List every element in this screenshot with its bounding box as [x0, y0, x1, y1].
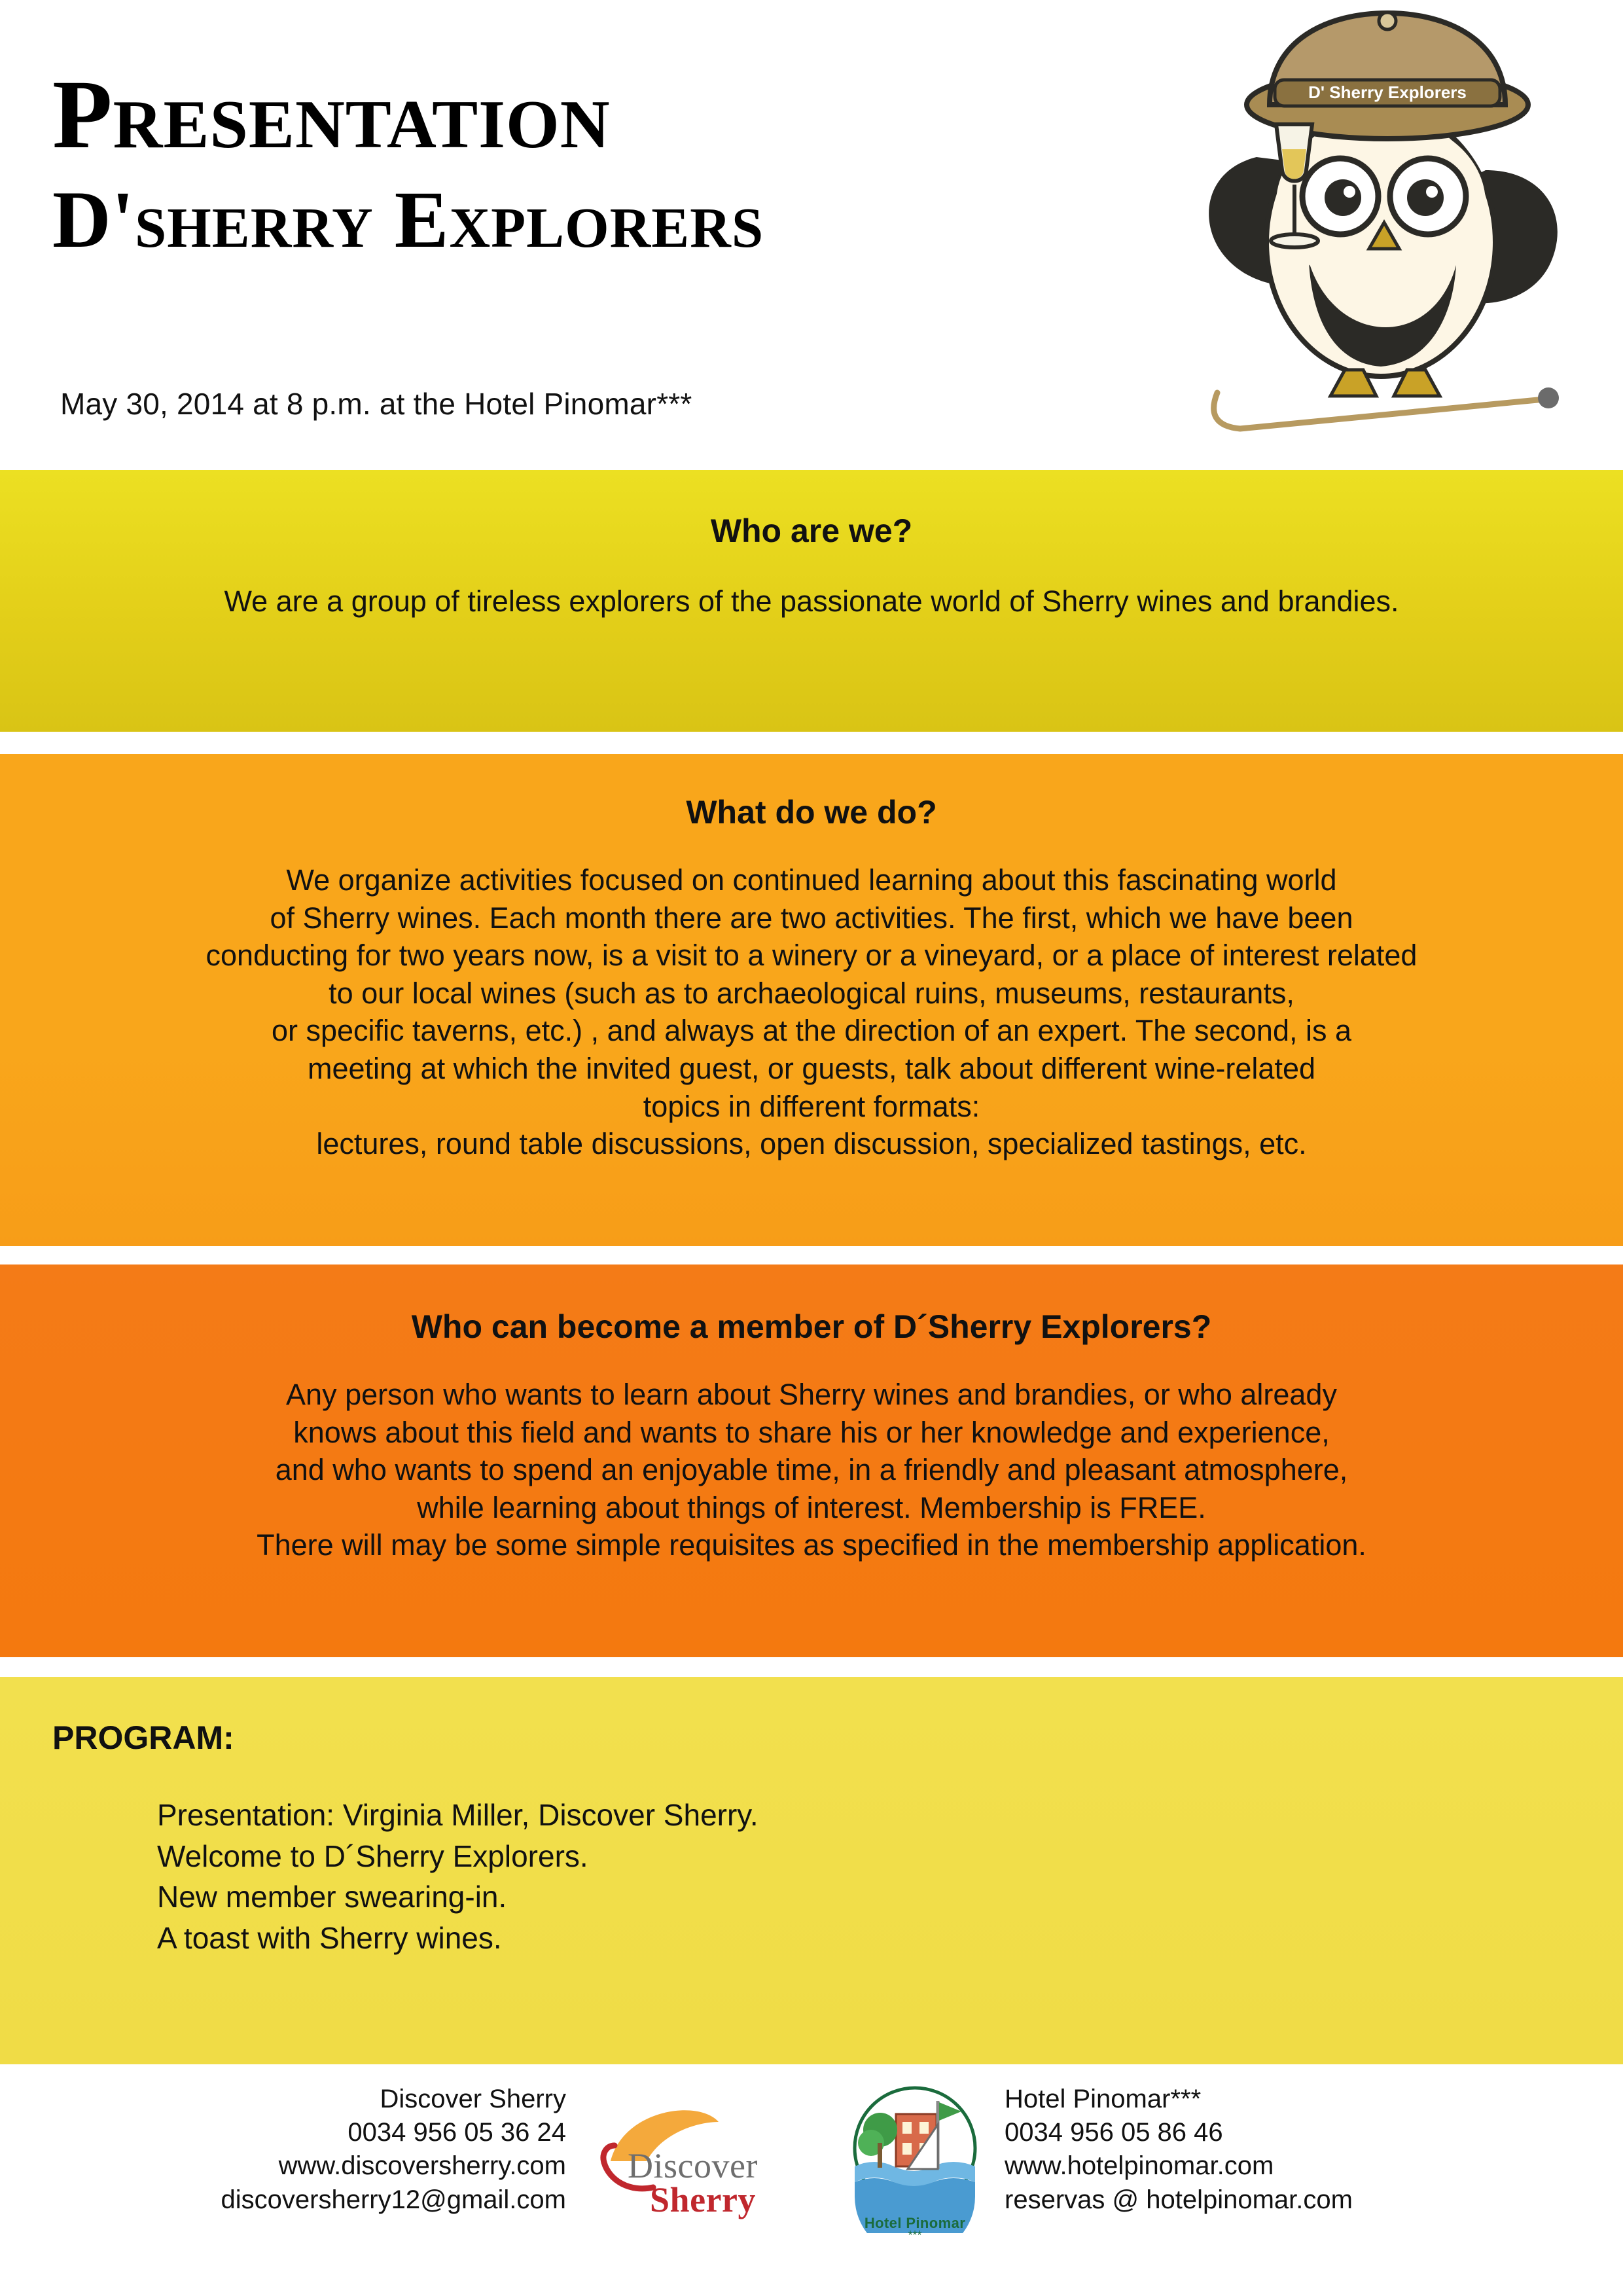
- sherry-wordmark: Sherry: [650, 2180, 756, 2219]
- contact-website[interactable]: www.hotelpinomar.com: [1005, 2151, 1274, 2181]
- contact-phone: 0034 956 05 36 24: [348, 2118, 566, 2147]
- footer-contacts: [0, 2064, 1623, 2242]
- section-body-who: [26, 583, 1597, 620]
- poster-footer: [0, 2064, 1623, 2248]
- page-title-line-2: [52, 175, 1165, 264]
- body-line: of Sherry wines. Each month there are two activities. The first, which we have been: [270, 901, 1353, 935]
- section-program: [0, 1677, 1623, 2064]
- program-item: New member swearing-in.: [157, 1880, 507, 1914]
- body-line: There will may be some simple requisites as specified in the membership application.: [257, 1528, 1366, 1562]
- program-item: Presentation: Virginia Miller, Discover Sherry.: [157, 1798, 758, 1832]
- section-membership: [0, 1265, 1623, 1657]
- program-item: Welcome to D´Sherry Explorers.: [157, 1839, 588, 1873]
- title-text-1: PRESENTATION: [52, 60, 611, 169]
- contact-phone: 0034 956 05 86 46: [1005, 2118, 1223, 2147]
- section-body-what: [26, 861, 1597, 1163]
- poster-header: [0, 0, 1623, 470]
- program-title: PROGRAM:: [52, 1719, 234, 1756]
- body-line: knows about this field and wants to share his or her knowledge and experience,: [293, 1415, 1330, 1449]
- owl-logo: [1178, 7, 1584, 458]
- contact-email[interactable]: reservas @ hotelpinomar.com: [1005, 2185, 1353, 2214]
- discover-sherry-logo: [584, 2083, 800, 2227]
- hotel-pinomar-logo: [840, 2083, 990, 2242]
- body-line: topics in different formats:: [643, 1089, 980, 1123]
- page-title-line-1: [52, 60, 1165, 169]
- body-line: We organize activities focused on continued learning about this fascinating world: [286, 863, 1337, 897]
- section-heading-membership: Who can become a member of D´Sherry Explorers?: [411, 1308, 1212, 1345]
- event-details: May 30, 2014 at 8 p.m. at the Hotel Pinomar***: [60, 387, 692, 421]
- contact-website[interactable]: www.discoversherry.com: [278, 2151, 566, 2181]
- body-line: conducting for two years now, is a visit to a winery or a vineyard, or a place of interest related: [205, 939, 1418, 973]
- contact-email[interactable]: discoversherry12@gmail.com: [221, 2185, 566, 2214]
- body-line: and who wants to spend an enjoyable time, in a friendly and pleasant atmosphere,: [275, 1453, 1348, 1487]
- body-line: to our local wines (such as to archaeological ruins, museums, restaurants,: [329, 976, 1294, 1010]
- contact-discover-sherry: [200, 2083, 578, 2217]
- body-line: while learning about things of interest. Membership is FREE.: [417, 1490, 1206, 1524]
- discover-wordmark: Discover: [628, 2146, 758, 2185]
- section-who-are-we: [0, 470, 1623, 732]
- hotel-pinomar-logo-svg: [840, 2083, 990, 2233]
- section-heading-who: Who are we?: [710, 512, 913, 549]
- program-item: A toast with Sherry wines.: [157, 1920, 502, 1955]
- section-what-do-we-do: [0, 754, 1623, 1246]
- title-text-2: D'SHERRY EXPLORERS: [52, 175, 764, 264]
- contact-name: Hotel Pinomar***: [1005, 2085, 1202, 2113]
- section-heading-what: What do we do?: [686, 794, 937, 831]
- section-body-membership: [26, 1376, 1597, 1564]
- contact-name: Discover Sherry: [380, 2085, 566, 2113]
- hotel-pinomar-logo-stars: ***: [908, 2229, 922, 2242]
- body-line: or specific taverns, etc.) , and always at the direction of an expert. The second, is a: [271, 1014, 1351, 1048]
- title-block: [52, 60, 1165, 264]
- program-list: [157, 1795, 1597, 1958]
- hotel-pinomar-logo-caption: Hotel Pinomar: [864, 2215, 966, 2231]
- body-line: lectures, round table discussions, open discussion, specialized tastings, etc.: [316, 1127, 1307, 1161]
- contact-hotel-pinomar: [990, 2083, 1423, 2217]
- body-line: meeting at which the invited guest, or guests, talk about different wine-related: [307, 1051, 1316, 1085]
- owl-illustration-svg: [1178, 7, 1584, 458]
- owl-hat-badge-text: D' Sherry Explorers: [1308, 82, 1467, 102]
- body-line: We are a group of tireless explorers of the passionate world of Sherry wines and brandies.: [224, 584, 1399, 618]
- body-line: Any person who wants to learn about Sherry wines and brandies, or who already: [286, 1378, 1337, 1411]
